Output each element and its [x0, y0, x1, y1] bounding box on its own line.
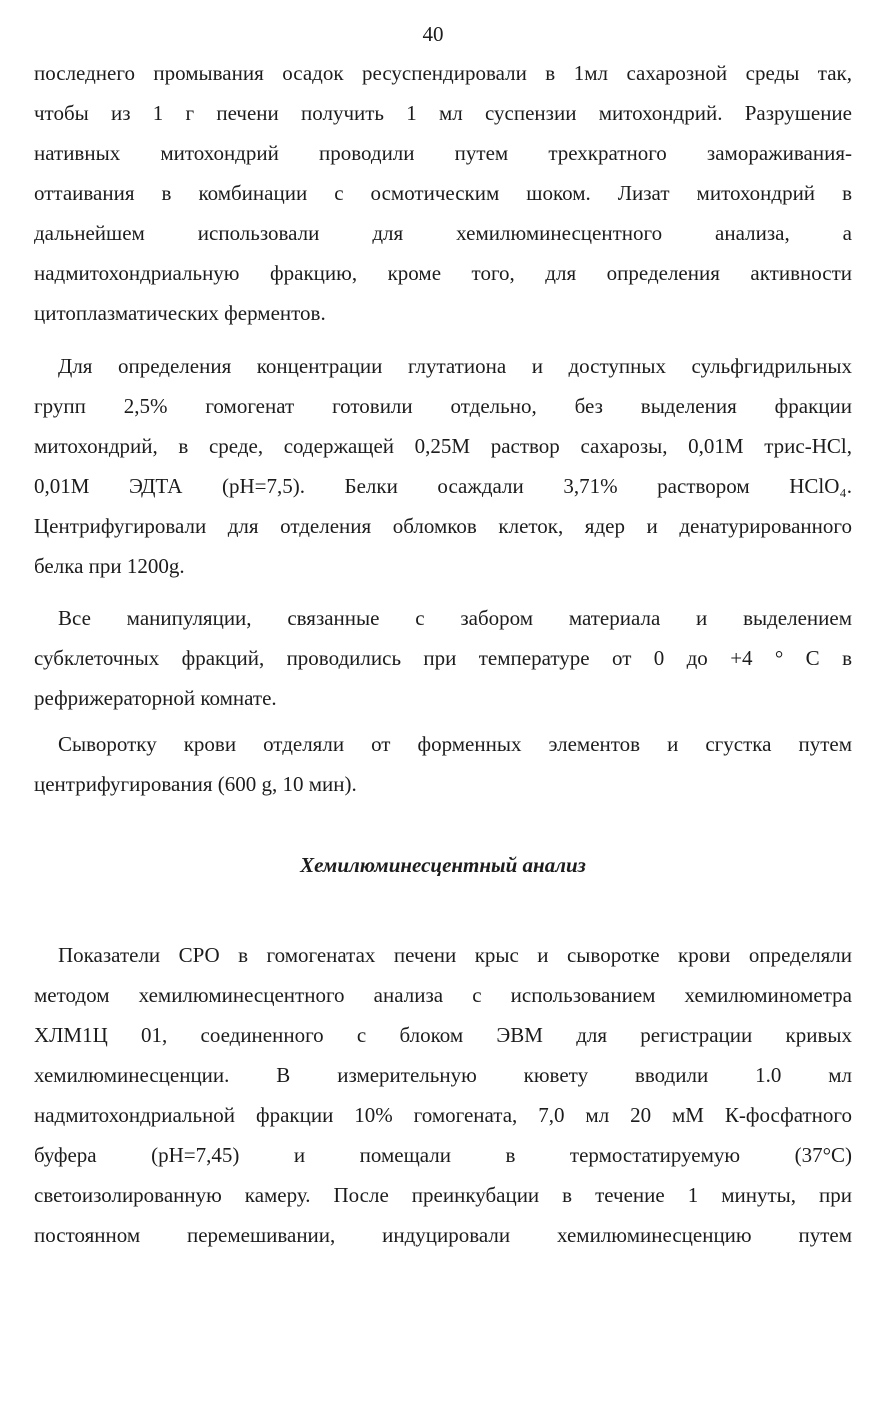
text-line: чтобы из 1 г печени получить 1 мл суспензии митохондрий. Разрушение: [34, 101, 852, 125]
paragraph-manipulations: [34, 598, 852, 718]
text-line: Все манипуляции, связанные с забором материала и выделением: [58, 606, 852, 630]
paragraph-chemiluminescence: [34, 935, 852, 1255]
section-heading: Хемилюминесцентный анализ: [300, 853, 586, 877]
text-line: постоянном перемешивании, индуцировали хемилюминесценцию путем: [34, 1223, 852, 1247]
text-line: митохондрий, в среде, содержащей 0,25М раствор сахарозы, 0,01М трис-HCl,: [34, 434, 852, 458]
text-line: групп 2,5% гомогенат готовили отдельно, без выделения фракции: [34, 394, 852, 418]
text-line: 0,01М ЭДТА (pH=7,5). Белки осаждали 3,71% раствором HClO₄.: [34, 474, 852, 498]
text-line: светоизолированную камеру. После преинкубации в течение 1 минуты, при: [34, 1183, 852, 1207]
text-line: Сыворотку крови отделяли от форменных элементов и сгустка путем: [58, 732, 852, 756]
paragraph-continuation: [34, 53, 852, 333]
text-line: цитоплазматических ферментов.: [34, 301, 326, 325]
text-line: нативных митохондрий проводили путем трехкратного замораживания-: [34, 141, 852, 165]
text-line: методом хемилюминесцентного анализа с использованием хемилюминометра: [34, 983, 852, 1007]
text-line: рефрижераторной комнате.: [34, 686, 277, 710]
text-line: дальнейшем использовали для хемилюминесцентного анализа, а: [34, 221, 852, 245]
text-line: Показатели СРО в гомогенатах печени крыс и сыворотке крови определяли: [58, 943, 852, 967]
paragraph-glutathione: [34, 346, 852, 586]
text-line: центрифугирования (600 g, 10 мин).: [34, 772, 357, 796]
text-line: буфера (pH=7,45) и помещали в термостатируемую (37°С): [34, 1143, 852, 1167]
text-line: последнего промывания осадок ресуспендировали в 1мл сахарозной среды так,: [34, 61, 852, 85]
page-number: 40: [422, 22, 444, 46]
text-line: субклеточных фракций, проводились при температуре от 0 до +4 ° С в: [34, 646, 852, 670]
text-line: Для определения концентрации глутатиона и доступных сульфгидрильных: [58, 354, 852, 378]
text-line: надмитохондриальной фракции 10% гомогената, 7,0 мл 20 мМ К-фосфатного: [34, 1103, 852, 1127]
text-line: Центрифугировали для отделения обломков клеток, ядер и денатурированного: [34, 514, 852, 538]
text-line: хемилюминесценции. В измерительную кювету вводили 1.0 мл: [34, 1063, 852, 1087]
paragraph-serum: [34, 724, 852, 804]
text-line: белка при 1200g.: [34, 554, 185, 578]
text-line: оттаивания в комбинации с осмотическим шоком. Лизат митохондрий в: [34, 181, 852, 205]
text-line: ХЛМ1Ц 01, соединенного с блоком ЭВМ для регистрации кривых: [34, 1023, 852, 1047]
text-line: надмитохондриальную фракцию, кроме того, для определения активности: [34, 261, 852, 285]
